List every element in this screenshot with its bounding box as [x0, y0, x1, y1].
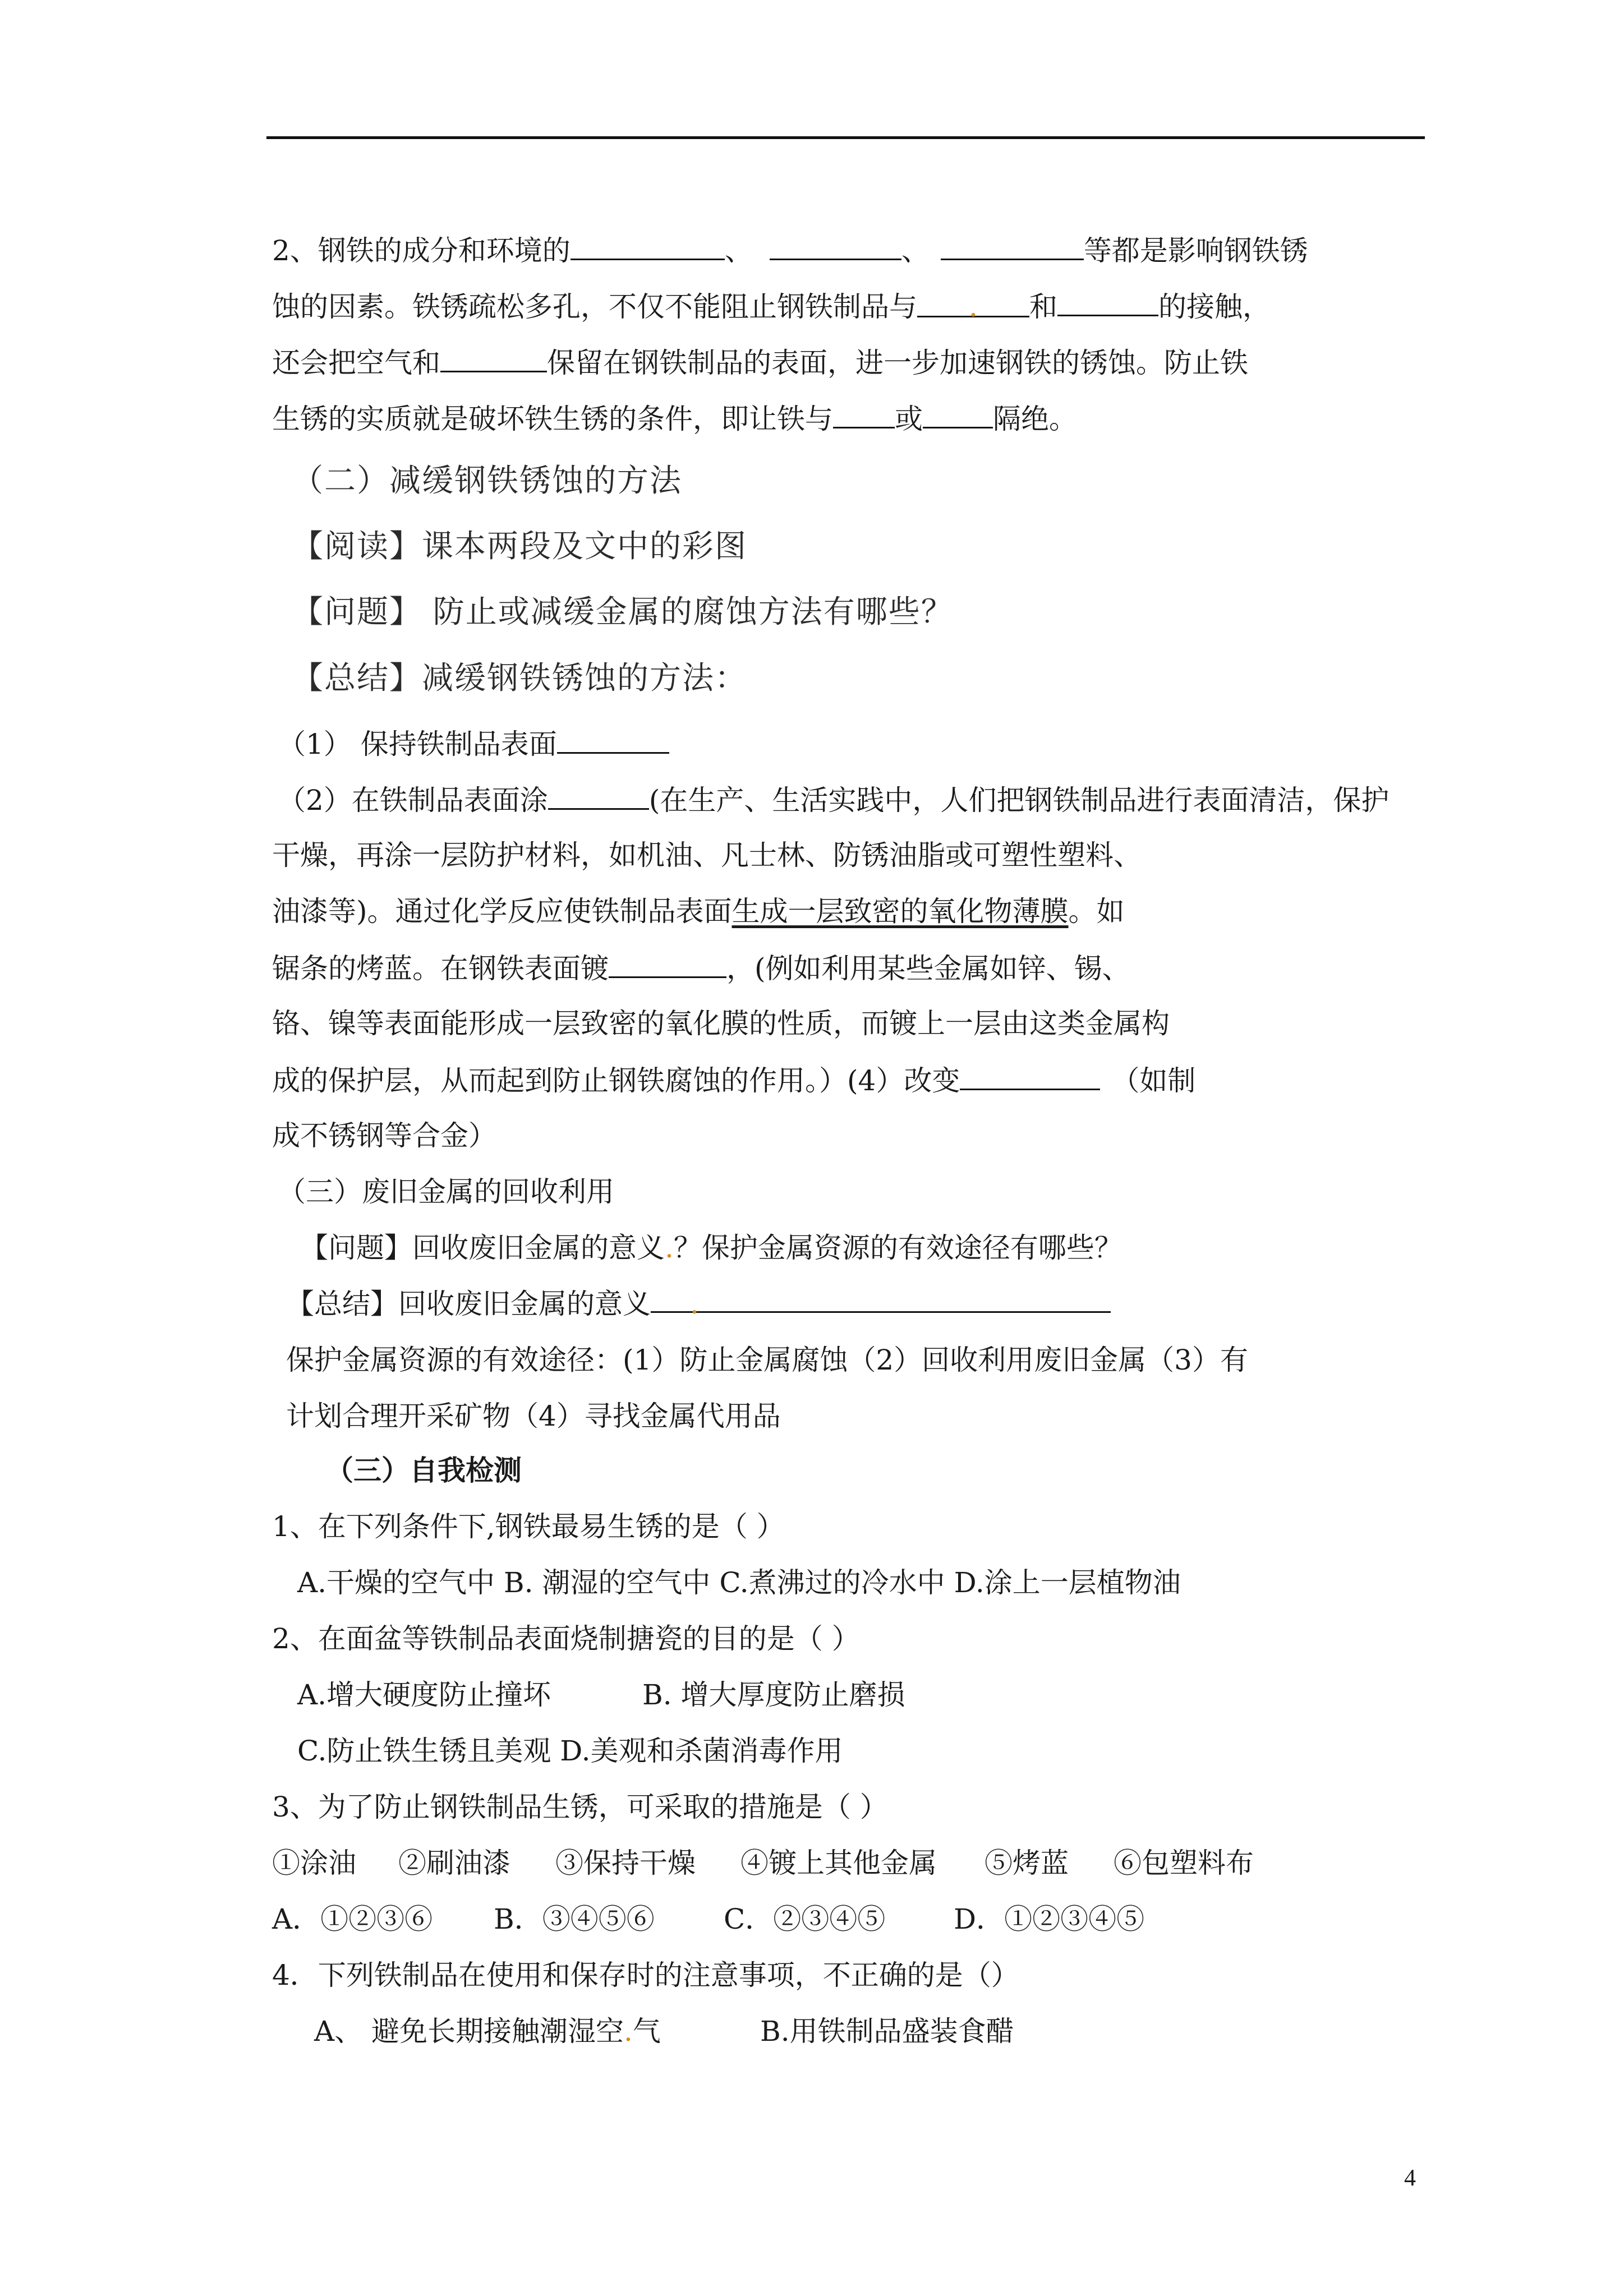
question-3-option: A．①②③⑥ — [272, 1903, 433, 1935]
para2-line1 — [272, 233, 1308, 268]
question-3-option: B．③④⑤⑥ — [494, 1903, 655, 1935]
text: （如制 — [1111, 1064, 1196, 1097]
text: ，(例如利用某些金属如锌、锡、 — [726, 952, 1130, 985]
dot-mark: . — [624, 2015, 633, 2048]
method-2 — [278, 782, 1389, 817]
text: 、 — [724, 234, 753, 267]
text: A、 避免长期接触潮湿空 — [314, 2015, 624, 2048]
text: 生锈的实质就是破坏铁生锈的条件，即让铁与 — [272, 403, 833, 435]
text: 、 — [901, 234, 930, 267]
text: 成的保护层，从而起到防止钢铁腐蚀的作用。）(4）改变 — [272, 1064, 960, 1097]
fill-blank[interactable] — [440, 345, 547, 372]
fill-blank[interactable] — [557, 726, 669, 754]
para2-line2 — [272, 289, 1271, 324]
question-3-item: ⑤烤蓝 — [984, 1847, 1069, 1879]
text: （2）在铁制品表面涂 — [278, 784, 548, 817]
question-4-option-a — [314, 2014, 661, 2048]
text: (在生产、生活实践中，人们把钢铁制品进行表面清洁，保护 — [648, 784, 1390, 817]
text: 。如 — [1068, 895, 1125, 928]
fill-blank[interactable] — [651, 1287, 1111, 1320]
fill-blank[interactable] — [833, 401, 895, 428]
fill-blank[interactable] — [770, 233, 901, 260]
dot-mark: . — [969, 291, 978, 323]
underlined-text: 生成一层致密的氧化物薄膜 — [732, 895, 1069, 928]
question-3-item: ④镀上其他金属 — [740, 1847, 937, 1879]
section3-question — [300, 1231, 1122, 1265]
question-4: 4．下列铁制品在使用和保存时的注意事项，不正确的是（） — [272, 1959, 1019, 1991]
section2-title: （二）减缓钢铁锈蚀的方法 — [292, 463, 682, 499]
question-3-option: D．①②③④⑤ — [954, 1903, 1145, 1935]
text: 【总结】回收废旧金属的意义 — [286, 1288, 651, 1320]
method-2-cont: 干燥，再涂一层防护材料，如机油、凡士林、防锈油脂或可塑性塑料、 — [272, 839, 1142, 872]
method-4 — [272, 1063, 1195, 1098]
method-1 — [278, 726, 669, 761]
question-2-option-a: A.增大硬度防止撞坏 — [297, 1679, 551, 1711]
question-2-option-b: B. 增大厚度防止磨损 — [642, 1679, 905, 1711]
question-2: 2、在面盆等铁制品表面烧制搪瓷的目的是（ ） — [272, 1622, 860, 1655]
text: 【问题】回收废旧金属的意义 — [300, 1232, 665, 1264]
section3-ways-2: 计划合理开采矿物（4）寻找金属代用品 — [286, 1400, 781, 1432]
text: 蚀的因素。铁锈疏松多孔，不仅不能阻止钢铁制品与 — [272, 291, 917, 323]
question-3-item: ②刷油漆 — [398, 1847, 510, 1879]
text: 油漆等)。通过化学反应使铁制品表面 — [272, 895, 732, 928]
method-4-cont: 成不锈钢等合金） — [272, 1119, 496, 1152]
section3-ways-1: 保护金属资源的有效途径：(1）防止金属腐蚀（2）回收利用废旧金属（3）有 — [286, 1344, 1248, 1376]
text: 锯条的烤蓝。在钢铁表面镀 — [272, 952, 609, 985]
dot-mark: . — [665, 1232, 674, 1264]
method-2-film — [272, 895, 1125, 928]
page-number: 4 — [1404, 2165, 1416, 2191]
section2-read: 【阅读】课本两段及文中的彩图 — [292, 528, 747, 565]
text: 2、钢铁的成分和环境的 — [272, 234, 571, 267]
section2-question: 【问题】 防止或减缓金属的腐蚀方法有哪些？ — [292, 594, 954, 630]
text: 和 — [1029, 291, 1057, 323]
para2-line3 — [272, 345, 1248, 380]
question-3-option: C．②③④⑤ — [724, 1903, 886, 1935]
section3-title: （三）废旧金属的回收利用 — [278, 1175, 614, 1208]
question-1: 1、在下列条件下,钢铁最易生锈的是（ ） — [272, 1510, 785, 1543]
question-4-option-b: B.用铁制品盛装食醋 — [760, 2015, 1014, 2048]
section2-summary: 【总结】减缓钢铁锈蚀的方法： — [292, 660, 747, 697]
text: 还会把空气和 — [272, 347, 440, 379]
question-3-item: ③保持干燥 — [555, 1847, 696, 1879]
fill-blank[interactable] — [1057, 289, 1158, 316]
fill-blank[interactable] — [548, 782, 649, 810]
text: 保留在钢铁制品的表面，进一步加速钢铁的锈蚀。防止铁 — [547, 347, 1248, 379]
method-3 — [272, 951, 1130, 985]
fill-blank[interactable] — [917, 290, 1029, 323]
fill-blank[interactable] — [571, 233, 725, 260]
dot-mark: . — [690, 1288, 699, 1320]
fill-blank[interactable] — [609, 951, 726, 978]
method-3-cont: 铬、镍等表面能形成一层致密的氧化膜的性质，而镀上一层由这类金属构 — [272, 1007, 1170, 1040]
text: 的接触， — [1158, 291, 1271, 323]
para2-line4 — [272, 401, 1077, 436]
text: 气 — [632, 2015, 661, 2048]
text: 隔绝。 — [993, 403, 1077, 435]
question-3-item: ⑥包塑料布 — [1114, 1847, 1254, 1879]
fill-blank[interactable] — [960, 1063, 1100, 1090]
fill-blank[interactable] — [941, 233, 1084, 260]
text: 或 — [895, 403, 923, 435]
question-3-item: ①涂油 — [272, 1847, 356, 1879]
selftest-title: （三）自我检测 — [325, 1454, 522, 1487]
question-3: 3、为了防止钢铁制品生锈，可采取的措施是（ ） — [272, 1791, 888, 1823]
text: （1） 保持铁制品表面 — [278, 728, 557, 760]
question-1-options: A.干燥的空气中 B. 潮湿的空气中 C.煮沸过的冷水中 D.涂上一层植物油 — [297, 1566, 1181, 1599]
fill-blank[interactable] — [923, 401, 993, 428]
section3-summary — [286, 1287, 1111, 1321]
text: ？保护金属资源的有效途径有哪些？ — [673, 1232, 1122, 1264]
text: 等都是影响钢铁锈 — [1083, 234, 1308, 267]
question-2-options-cd: C.防止铁生锈且美观 D.美观和杀菌消毒作用 — [297, 1735, 843, 1767]
header-rule — [266, 136, 1425, 139]
